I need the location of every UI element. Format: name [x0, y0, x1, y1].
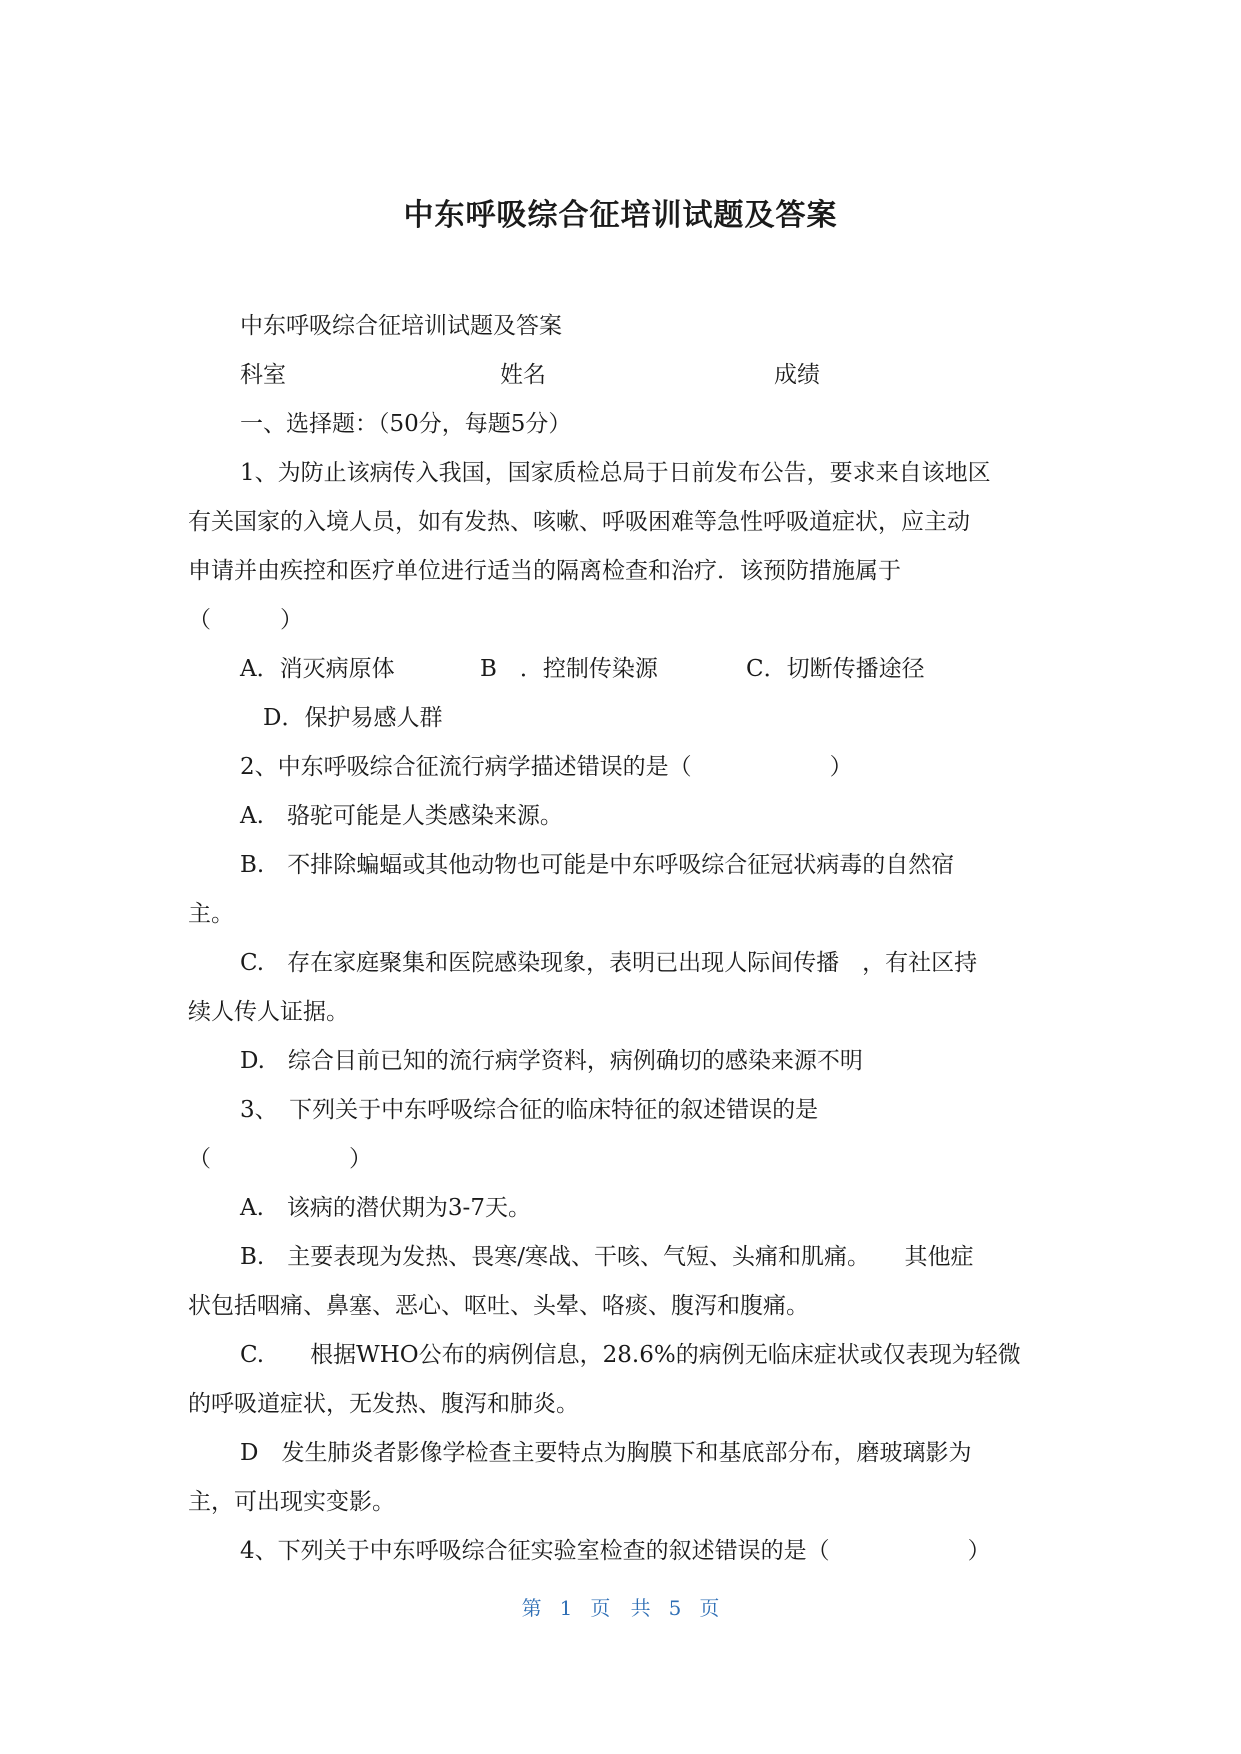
- info-fields: [188, 351, 1054, 400]
- q1-answer-paren: （ ）: [188, 607, 303, 633]
- q3-stem: 3、 下列关于中东呼吸综合征的临床特征的叙述错误的是: [240, 1097, 819, 1123]
- q4-stem: 4、下列关于中东呼吸综合征实验室检查的叙述错误的是（ ）: [240, 1538, 991, 1564]
- dept-label: 科室: [240, 362, 286, 388]
- footer-total-pages: 5: [668, 1596, 682, 1620]
- subtitle: 中东呼吸综合征培训试题及答案: [240, 313, 562, 339]
- q1-line-3: 申请并由疾控和医疗单位进行适当的隔离检查和治疗．该预防措施属于: [188, 558, 901, 584]
- document-title: 中东呼吸综合征培训试题及答案: [403, 198, 838, 233]
- q1-option-d: D．保护易感人群: [263, 705, 443, 731]
- q2-option-c-line-2: 续人传人证据。: [188, 999, 349, 1025]
- name-label: 姓名: [500, 362, 546, 388]
- document-body: [188, 302, 1054, 1576]
- q3-option-a: A. 该病的潜伏期为3-7天。: [240, 1195, 531, 1221]
- q1-option-c: C．切断传播途径: [746, 656, 925, 682]
- q3-option-c-line-1: C. 根据WHO公布的病例信息，28.6%的病例无临床症状或仅表现为轻微: [240, 1342, 1021, 1368]
- footer-suffix: 页: [699, 1596, 720, 1620]
- q3-option-c-line-2: 的呼吸道症状，无发热、腹泻和肺炎。: [188, 1391, 579, 1417]
- q1-line-1: 1、为防止该病传入我国，国家质检总局于日前发布公告，要求来自该地区: [240, 460, 991, 486]
- score-label: 成绩: [774, 362, 820, 388]
- q2-stem: 2、中东呼吸综合征流行病学描述错误的是（ ）: [240, 754, 853, 780]
- q3-option-d-line-1: D 发生肺炎者影像学检查主要特点为胸膜下和基底部分布，磨玻璃影为: [240, 1440, 972, 1466]
- q3-option-b-line-1: B. 主要表现为发热、畏寒/寒战、干咳、气短、头痛和肌痛。 其他症: [240, 1244, 974, 1270]
- q1-option-b: B ．控制传染源: [480, 656, 658, 682]
- q2-option-b-line-1: B. 不排除蝙蝠或其他动物也可能是中东呼吸综合征冠状病毒的自然宿: [240, 852, 955, 878]
- footer-page-number: 1: [559, 1596, 573, 1620]
- q1-option-a: A．消灭病原体: [240, 656, 395, 682]
- footer-middle: 页 共: [590, 1596, 651, 1620]
- q3-option-b-line-2: 状包括咽痛、鼻塞、恶心、呕吐、头晕、咯痰、腹泻和腹痛。: [188, 1293, 809, 1319]
- footer-prefix: 第: [521, 1596, 542, 1620]
- q1-options: [188, 645, 1054, 694]
- q2-option-b-line-2: 主。: [188, 901, 234, 927]
- q1-line-2: 有关国家的入境人员，如有发热、咳嗽、呼吸困难等急性呼吸道症状，应主动: [188, 509, 970, 535]
- q3-answer-paren: （ ）: [188, 1146, 372, 1172]
- q2-option-d: D. 综合目前已知的流行病学资料，病例确切的感染来源不明: [240, 1048, 863, 1074]
- q2-option-a: A. 骆驼可能是人类感染来源。: [240, 803, 563, 829]
- q2-option-c-line-1: C. 存在家庭聚集和医院感染现象，表明已出现人际间传播 ，有社区持: [240, 950, 978, 976]
- section-heading: 一、选择题：（50分，每题5分）: [240, 411, 572, 437]
- q3-option-d-line-2: 主，可出现实变影。: [188, 1489, 395, 1515]
- page-footer: [0, 1592, 1241, 1621]
